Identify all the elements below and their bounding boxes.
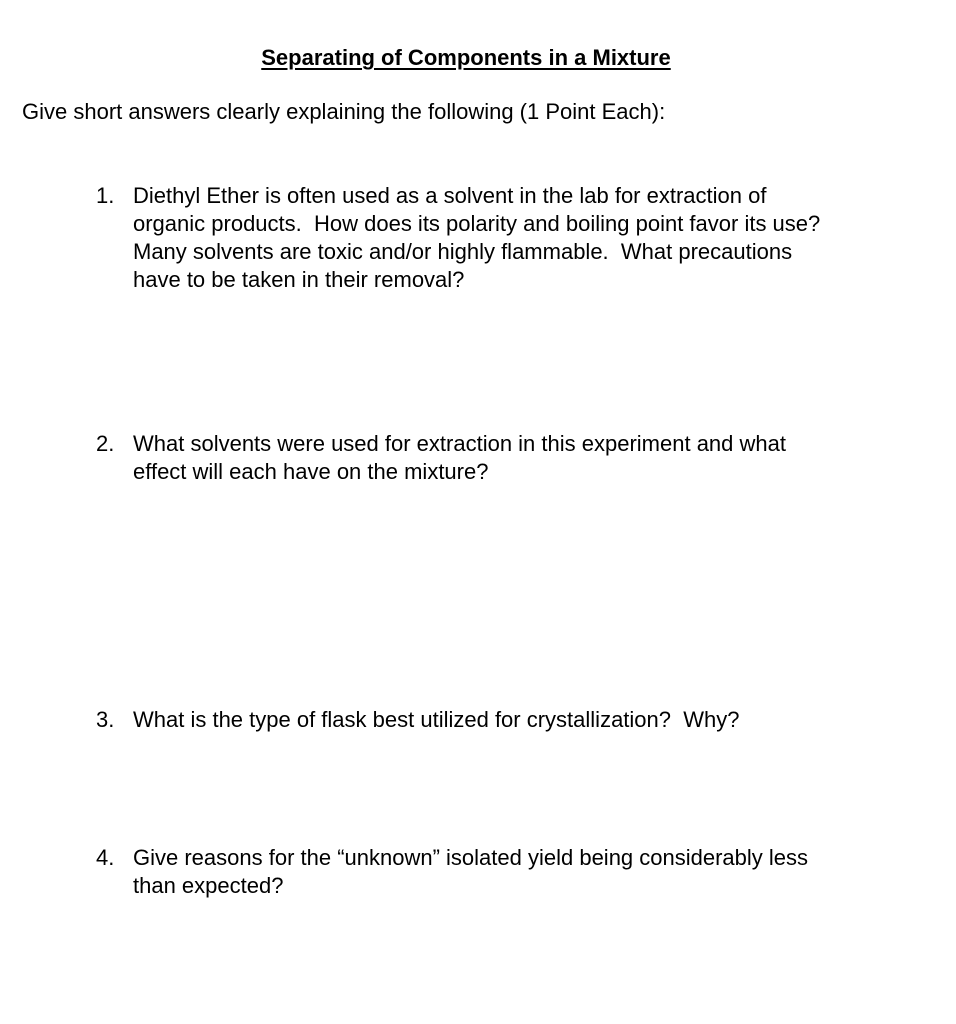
- question-1: [96, 182, 926, 294]
- question-line: Diethyl Ether is often used as a solvent in the lab for extraction of: [133, 183, 767, 208]
- question-line: Give reasons for the “unknown” isolated yield being considerably less: [133, 845, 809, 870]
- question-number: 4.: [96, 845, 115, 870]
- document-title: Separating of Components in a Mixture: [261, 45, 671, 70]
- question-4: [96, 844, 926, 900]
- instructions-text: Give short answers clearly explaining the following (1 Point Each):: [22, 99, 666, 124]
- question-line: effect will each have on the mixture?: [133, 459, 489, 484]
- question-line: have to be taken in their removal?: [133, 267, 465, 292]
- question-line: What solvents were used for extraction in this experiment and what: [133, 431, 786, 456]
- question-line: Many solvents are toxic and/or highly flammable. What precautions: [133, 239, 793, 264]
- question-number: 2.: [96, 431, 115, 456]
- question-number: 1.: [96, 183, 115, 208]
- question-line: What is the type of flask best utilized for crystallization? Why?: [133, 707, 740, 732]
- question-number: 3.: [96, 707, 115, 732]
- question-line: than expected?: [133, 873, 284, 898]
- question-text: [133, 430, 926, 486]
- question-text: [133, 182, 926, 294]
- question-line: organic products. How does its polarity and boiling point favor its use?: [133, 211, 821, 236]
- question-text: [133, 706, 926, 734]
- question-3: [96, 706, 926, 734]
- question-2: [96, 430, 926, 486]
- question-text: [133, 844, 926, 900]
